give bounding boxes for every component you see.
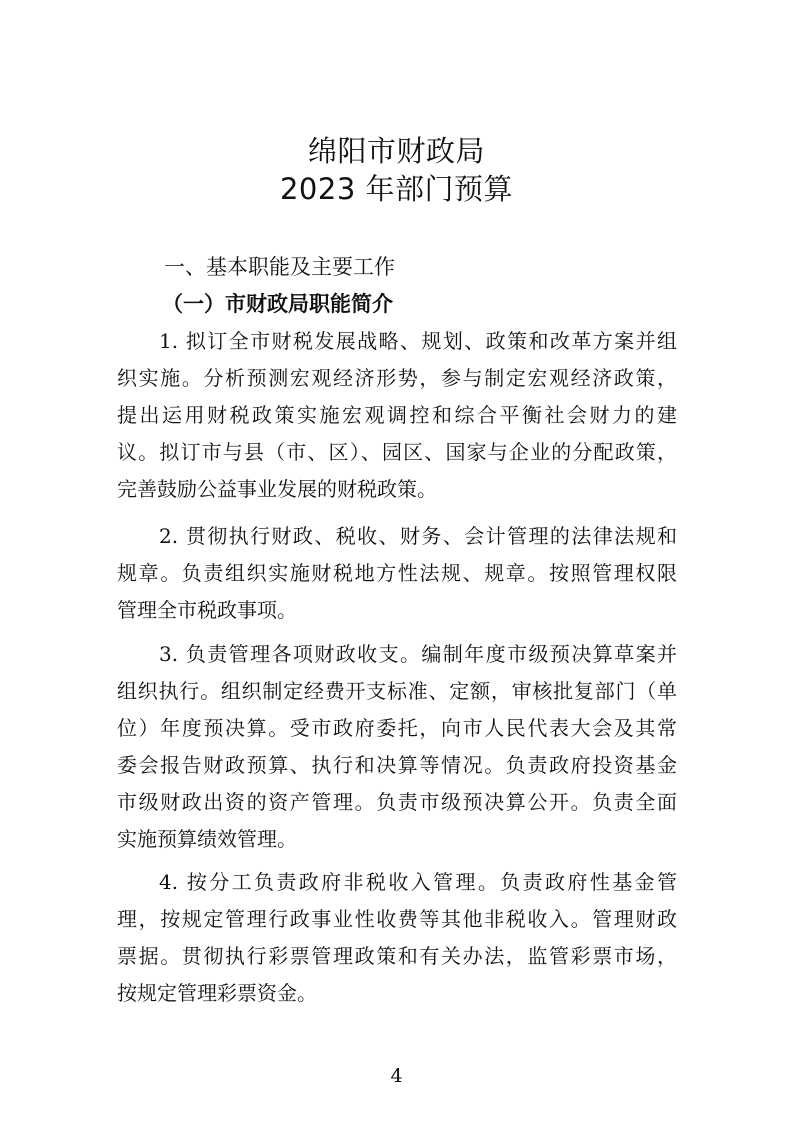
paragraph-line: 提出运用财税政策实施宏观调控和综合平衡社会财力的建 [117, 403, 677, 427]
paragraph-line: 3. 负责管理各项财政收支。编制年度市级预决算草案并 [159, 642, 677, 666]
document-title: 绵阳市财政局 [307, 134, 485, 168]
document-subtitle: 2023 年部门预算 [279, 172, 514, 206]
paragraph-line: 组织执行。组织制定经费开支标准、定额，审核批复部门（单 [117, 679, 677, 703]
paragraph-line: 1. 拟订全市财税发展战略、规划、政策和改革方案并组 [159, 329, 677, 353]
paragraph-line: 票据。贯彻执行彩票管理政策和有关办法，监管彩票市场， [117, 944, 677, 968]
paragraph-line: 市级财政出资的资产管理。负责市级预决算公开。负责全面 [117, 790, 677, 814]
paragraph-line: 2. 贯彻执行财政、税收、财务、会计管理的法律法规和 [159, 524, 677, 548]
paragraph-line: 4. 按分工负责政府非税收入管理。负责政府性基金管 [159, 870, 677, 894]
paragraph-4 [117, 864, 677, 1012]
paragraph-line: 完善鼓励公益事业发展的财税政策。 [117, 477, 437, 501]
paragraph-line: 实施预算绩效管理。 [117, 827, 297, 851]
paragraph-3 [117, 636, 677, 858]
page-number: 4 [390, 1065, 403, 1087]
subsection-heading: （一）市财政局职能简介 [162, 292, 393, 316]
paragraph-line: 议。拟订市与县（市、区）、园区、国家与企业的分配政策， [117, 440, 677, 464]
paragraph-line: 织实施。分析预测宏观经济形势，参与制定宏观经济政策， [117, 366, 677, 390]
paragraph-line: 按规定管理彩票资金。 [117, 981, 317, 1005]
paragraph-line: 位）年度预决算。受市政府委托，向市人民代表大会及其常 [117, 716, 677, 740]
paragraph-line: 管理全市税政事项。 [117, 598, 297, 622]
paragraph-line: 规章。负责组织实施财税地方性法规、规章。按照管理权限 [117, 561, 677, 585]
paragraph-line: 委会报告财政预算、执行和决算等情况。负责政府投资基金 [117, 753, 677, 777]
section-heading: 一、基本职能及主要工作 [164, 255, 395, 279]
paragraph-2 [117, 518, 677, 629]
paragraph-1 [117, 323, 677, 508]
paragraph-line: 理，按规定管理行政事业性收费等其他非税收入。管理财政 [117, 907, 677, 931]
